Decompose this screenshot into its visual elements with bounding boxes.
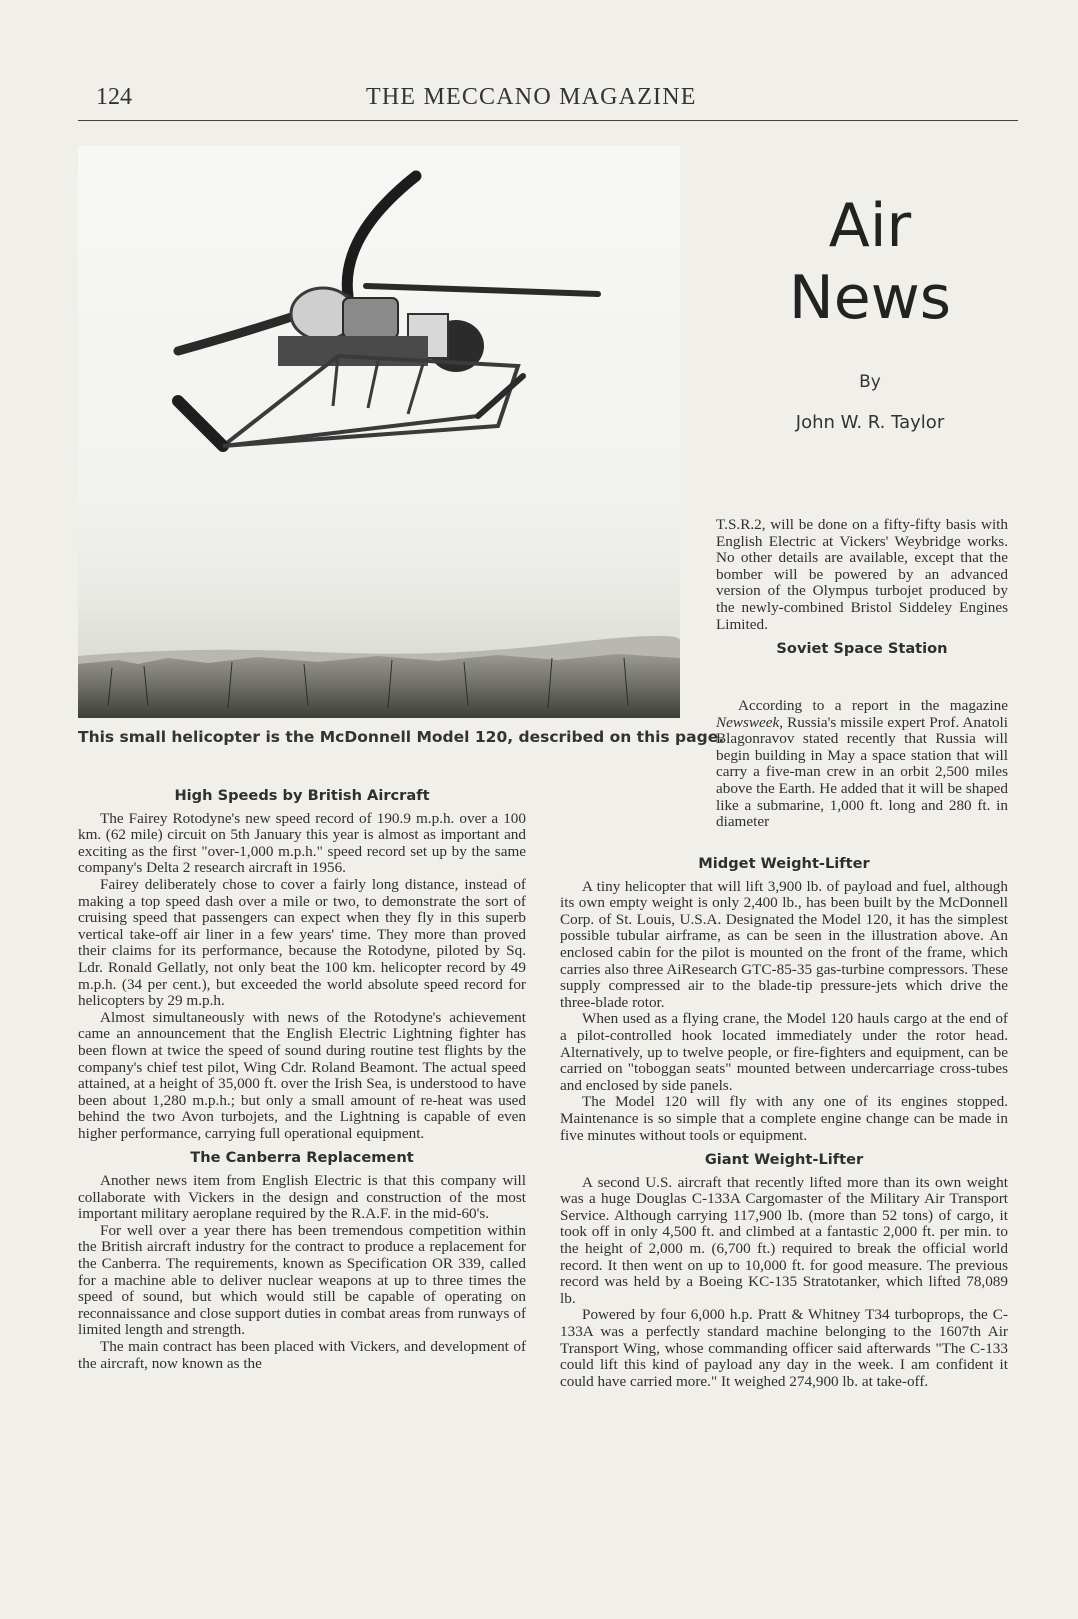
canberra-p1: Another news item from English Electric is that this company will collaborate with Vickers in the design and construction of the most important military aeroplane required by the R.A.F. in the mid-60's.	[78, 1172, 526, 1223]
section-heading-soviet: Soviet Space Station	[776, 640, 948, 658]
midget-p3: The Model 120 will fly with any one of its engines stopped. Maintenance is so simple that a complete engine change can be made in five minutes without tools or equipment.	[560, 1093, 1008, 1144]
newsweek-italic: Newsweek	[716, 713, 780, 731]
helicopter-illustration	[78, 146, 680, 718]
high-speeds-p3: Almost simultaneously with news of the Rotodyne's achievement came an announcement that the English Electric Lightning fighter has been flown at twice the speed of sound during routine test flights by the company's chief test pilot, Wing Cdr. Roland Beamont. The actual speed attained, at a height of 35,000 ft. over the Irish Sea, is understood to have been about 1,280 m.p.h.; but only a small amount of re-heat was used behind the two Avon turbojets, and the Lightning is capable of even higher performance, carrying full operational equipment.	[78, 1008, 526, 1142]
canberra-p3: The main contract has been placed with Vickers, and development of the aircraft, now known as the	[78, 1338, 526, 1372]
midget-p2: When used as a flying crane, the Model 120 hauls cargo at the end of a pilot-controlled hook located immediately under the rotor head. Alternatively, up to twelve people, or fire-fighters and equipment, can be carried on "toboggan seats" mounted between undercarriage cross-tubes and enclosed by side panels.	[560, 1010, 1008, 1094]
section-heading-canberra: The Canberra Replacement	[190, 1149, 414, 1167]
midget-p1: A tiny helicopter that will lift 3,900 lb. of payload and fuel, although its own empty weight is only 2,400 lb., has been built by the McDonnell Corp. of St. Louis, U.S.A. Designated the Model 120, it has the simplest possible tubular airframe, as can be seen in the illustration above. An enclosed cabin for the pilot is mounted on the front of the frame, which carries also three AiResearch GTC-85-35 gas-turbine compressors. These supply compressed air to the blade-tip pressure-jets which drive the three-blade rotor.	[560, 877, 1008, 1011]
high-speeds-p1: The Fairey Rotodyne's new speed record of 190.9 m.p.h. over a 100 km. (62 mile) circuit on 5th January this year is almost as important and exciting as the first "over-1,000 m.p.h." speed record set up by the same company's Delta 2 research aircraft in 1956.	[78, 809, 526, 877]
section-heading-high-speeds: High Speeds by British Aircraft	[174, 787, 430, 804]
section-heading-midget: Midget Weight-Lifter	[698, 855, 870, 872]
left-column	[78, 780, 526, 1372]
giant-p2: Powered by four 6,000 h.p. Pratt & Whitney T34 turboprops, the C-133A was a perfectly standard machine belonging to the 1607th Air Transport Wing, whose commanding officer said afterwards "The C-133 could lift this kind of payload any day in the week. I am confident it could have carried more." It weighed 274,900 lb. at take-off.	[560, 1306, 1008, 1390]
right-column-bottom	[560, 848, 1008, 1390]
author-name: John W. R. Taylor	[795, 412, 945, 433]
running-header	[78, 84, 1018, 121]
giant-p1: A second U.S. aircraft that recently lifted more than its own weight was a huge Douglas C-133A Cargomaster of the Military Air Transport Service. Although carrying 117,900 lb. (more than 52 tons) of cargo, it took off in only 4,500 ft. and climbed at a fantastic 2,000 ft. per min. to the height of 2,000 m. (6,700 ft.) required to break the official world record. It then went on up to 10,000 ft. for good measure. The previous record was held by a Boeing KC-135 Stratotanker, which lifted 78,089 lb.	[560, 1173, 1008, 1307]
right-column-top	[716, 517, 1008, 664]
article-title-line2: News	[788, 263, 952, 333]
canberra-p2: For well over a year there has been tremendous competition within the British aircraft industry for the contract to produce a replacement for the Canberra. The requirements, known as Specification OR 339, called for a machine able to deliver nuclear weapons at up to three times the speed of sound, but which would still be capable of operating on reconnaissance and close support duties in combat areas from runways of limited length and strength.	[78, 1221, 526, 1339]
article-title-block	[760, 190, 980, 433]
soviet-paragraph	[716, 698, 1008, 831]
soviet-text-b: , Russia's missile expert Prof. Anatoli Blagonravov stated recently that Russia will begin building in May a space station that will carry a five-man crew in an orbit 2,500 miles above the Earth. He added that it will be shaped like a submarine, 1,000 ft. long and 280 ft. in diameter	[716, 713, 1008, 831]
section-heading-giant: Giant Weight-Lifter	[704, 1151, 864, 1169]
page-number: 124	[96, 84, 132, 110]
tsr2-continuation: T.S.R.2, will be done on a fifty-fifty basis with English Electric at Vickers' Weybridge works. No other details are available, except that the bomber will be powered by an advanced version of the Olympus turbojet produced by the newly-combined Bristol Siddeley Engines Limited.	[716, 516, 1008, 633]
photo-caption: This small helicopter is the McDonnell Model 120, described on this page.	[78, 728, 725, 746]
high-speeds-p2: Fairey deliberately chose to cover a fairly long distance, instead of making a top speed dash over a mile or two, to demonstrate the sort of cruising speed that passengers can expect when they fly in this superb vertical take-off air liner in a few years' time. They more than proved their claims for its performance, because the Rotodyne, piloted by Sq. Ldr. Ronald Gellatly, not only beat the 100 km. helicopter record by 49 m.p.h. (34 per cent.), but exceeded the world absolute speed record for helicopters by 29 m.p.h.	[78, 875, 526, 1010]
article-title-line1: Air	[828, 191, 912, 261]
magazine-title: THE MECCANO MAGAZINE	[366, 84, 697, 110]
byline-label: By	[859, 372, 881, 392]
helicopter-photo	[78, 146, 680, 718]
soviet-text	[716, 698, 1008, 831]
soviet-text-a: According to a report in the magazine	[738, 697, 1008, 714]
